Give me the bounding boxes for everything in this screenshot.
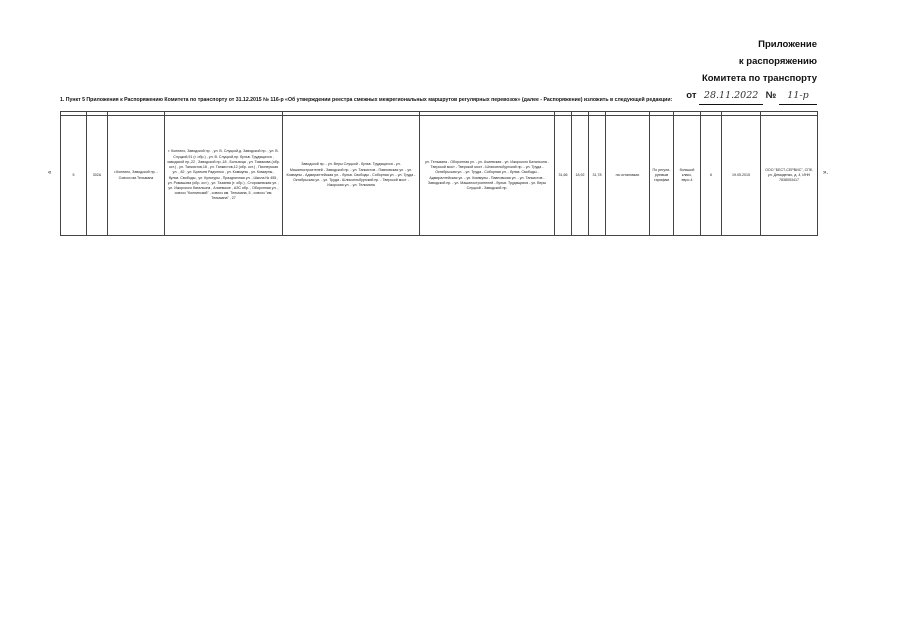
handwritten-number: 11-р: [779, 87, 817, 105]
header-to-order: к распоряжению: [738, 56, 817, 67]
cell-carrier: ООО "БЕСТ-СЕРВИС", СПб, ул. Демиденко, д. 4, ИНН 7838053417: [761, 116, 818, 236]
cell-tariff: По регули-руемым тарифам: [650, 116, 674, 236]
cell-boarding: на остановках: [606, 116, 650, 236]
closing-quote: ».: [823, 170, 829, 176]
handwritten-date: 28.11.2022: [699, 87, 763, 105]
cell-number: 5: [61, 116, 87, 236]
number-label: №: [765, 90, 777, 101]
cell-length-backward: 18,92: [572, 116, 589, 236]
cell-start-date: 19.05.2015: [722, 116, 761, 236]
cell-route-name: г.Колпино, Заводской пр. - Совхоз им.Тельмана: [108, 116, 165, 236]
cell-length-forward: 31,66: [555, 116, 572, 236]
cell-vehicle-class: большой класс, евро-4: [674, 116, 701, 236]
opening-quote: «: [48, 170, 52, 176]
header-committee: Комитета по транспорту: [701, 73, 817, 84]
cell-length-total: 31,78: [589, 116, 606, 236]
cell-stops: г. Колпино, Заводской пр. , ул. В. Слуцкой,д. Заводской пр. , ул. В. Слуцкой,91 (г. обр.) , ул. В. Слуцкой,пр. бульв. Трудящихся , заводской пр.,22 , Заводской пр.,18 , Больница , ул. Тимакова (обр. ост.) , ул. Танкистов,18 , ул. Танкистов,12 (обр. ост.) , Пионерская ул. , 82 , ул. Братьев Радченко , ул. Коммуны , ул. Коммуны , бульв. Свободы , ул. Культуры , Праздничная ул. , Школа № 455 , ул. Ромашова (обр. ост.) , ул. Тазаева (т. обр.) , Сторожевская ул. , ул. Ижорского батальона , Ачиевское , АЗС обр. , Оборонная ул. , совхоз "Колпинский" , совхоз им. Тельмана, 5 , совхоз "им. Тельмана" , 27: [165, 116, 283, 236]
table-row: [61, 116, 818, 236]
cell-streets-backward: ул. Тельмана - Оборонная ул. - ул. Ачиевская - ул. Ижорского Батальона - Тверской мост - Тверской мост - Шлиссельбургский пр. - ул. Труда - Октябрьская ул. - ул. Труда - Соборная ул. - бульв. Свободы - Адмиралтейская ул. - ул. Коммуны - Павловская ул. - ул. Танкистов - Заводской пр. - ул. Машиностроителей - бульв. Трудящихся - ул. Веры Слуцкой - Заводской пр.: [420, 116, 555, 236]
from-label: от: [686, 90, 697, 101]
intro-paragraph: 1. Пункт 5 Приложения к Распоряжению Комитета по транспорту от 31.12.2015 № 116-р «Об утверждении реестра смежных межрегиональных маршрутов регулярных перевозок» (далее - Распоряжение) изложить в следующей редакции:: [60, 97, 673, 103]
cell-streets-forward: Заводской пр. - ул. Веры Слуцкой - бульв. Трудящихся - ул. Машиностроителей - Заводской пр. - ул. Танкистов - Павловская ул. - ул. Коммуны - Адмиралтейская ул. - бульв. Свободы - Соборная ул. - ул. Труда - Октябрьская ул. - ул. Труда - Шлиссельбургский пр. - Тверской мост - Ижорская ул. - ул. Тельмана: [283, 116, 420, 236]
header-appendix: Приложение: [758, 39, 817, 50]
document-header: [517, 36, 817, 105]
cell-vehicle-count: 6: [701, 116, 722, 236]
cell-route-number: 302А: [87, 116, 108, 236]
route-table: [60, 111, 818, 236]
